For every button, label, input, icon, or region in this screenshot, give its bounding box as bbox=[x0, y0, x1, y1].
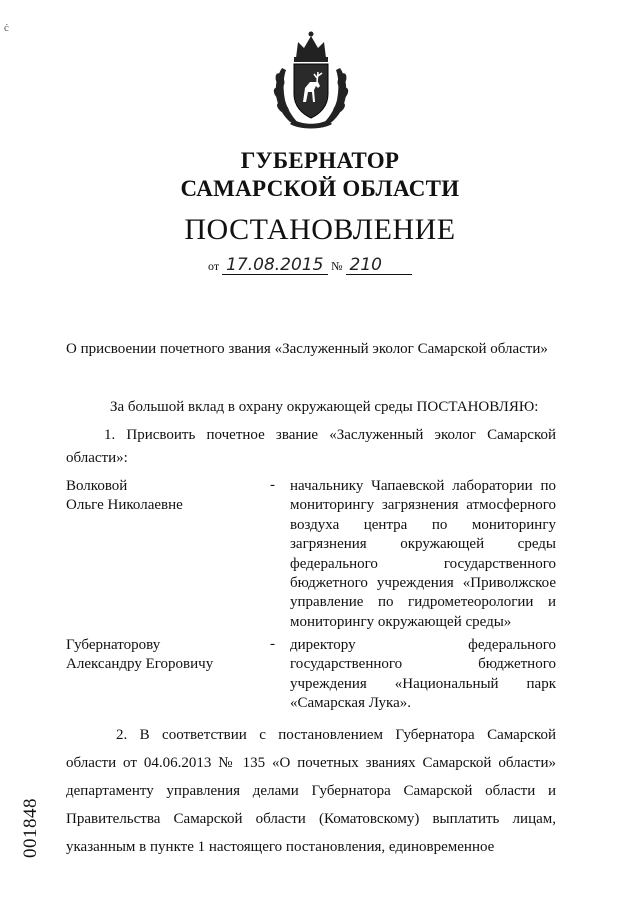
awardee-1-dash: - bbox=[270, 477, 275, 493]
preamble-paragraph: За большой вклад в охрану окружающей среды ПОСТАНОВЛЯЮ: bbox=[110, 399, 539, 415]
awardee-2-role: директору федерального государственного бюджетного учреждения «Национальный парк «Самарская Лука». bbox=[290, 637, 556, 712]
date-from-label: от bbox=[208, 259, 220, 273]
authority-title-line1: ГУБЕРНАТОР bbox=[240, 148, 400, 173]
coat-of-arms-icon bbox=[268, 28, 354, 132]
side-stamp-number-text: 001848 bbox=[20, 798, 41, 858]
awardee-2-dash: - bbox=[270, 636, 275, 652]
date-number-line bbox=[208, 256, 412, 275]
number-label: № bbox=[331, 259, 343, 273]
corner-mark: ċ bbox=[4, 22, 9, 34]
handwritten-date: 17.08.2015 bbox=[222, 256, 328, 275]
authority-title-line2: САМАРСКОЙ ОБЛАСТИ bbox=[180, 176, 460, 201]
document-subject: О присвоении почетного звания «Заслуженный эколог Самарской области» bbox=[66, 341, 548, 357]
point-1-paragraph: 1. Присвоить почетное звание «Заслуженный эколог Самарской области»: bbox=[66, 427, 556, 466]
awardee-2-name: Губернаторову Александру Егоровичу bbox=[66, 637, 214, 672]
handwritten-number: 210 bbox=[346, 256, 412, 275]
document-type-heading: ПОСТАНОВЛЕНИЕ bbox=[184, 213, 456, 246]
awardee-1-name: Волковой Ольге Николаевне bbox=[66, 478, 183, 513]
point-2-paragraph: 2. В соответствии с постановлением Губернатора Самарской области от 04.06.2013 № 135 «О почетных званиях Самарской области» департаменту управления делами Губернатора Самарской области и Правительства Самарской области (Коматовскому) выплатить лицам, указанным в пункте 1 настоящего постановления, единовременное bbox=[66, 727, 556, 855]
side-stamp-number bbox=[14, 783, 48, 873]
awardee-1-role: начальнику Чапаевской лаборатории по мониторингу загрязнения атмосферного воздуха центра по мониторингу загрязнения окружающей среды федерального государственного бюджетного учреждения «Приволжское управление по гидрометеорологии и мониторингу окружающей среды» bbox=[290, 478, 556, 630]
